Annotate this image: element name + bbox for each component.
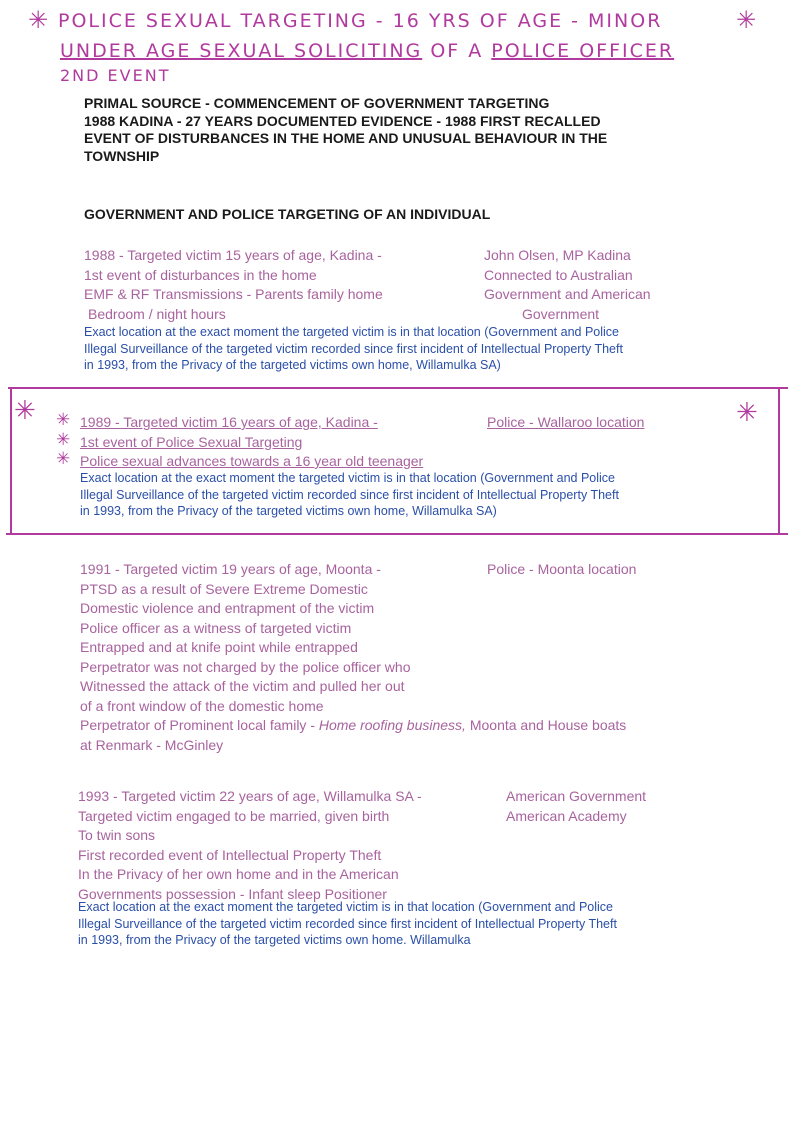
entry-line: Targeted victim engaged to be married, given birth — [78, 807, 390, 824]
entry-line: Government — [522, 305, 600, 322]
title-line: 1988 KADINA - 27 YEARS DOCUMENTED EVIDENCE - 1988 FIRST RECALLED — [84, 112, 601, 129]
star-mark-icon: ✳ — [736, 398, 758, 428]
perpetrator-location-text: Moonta and House boats — [465, 717, 627, 733]
entry-line: Connected to Australian — [484, 266, 633, 283]
entry-1993-note — [78, 899, 617, 949]
note-line: Exact location at the exact moment the targeted victim is in that location (Government and Police — [80, 471, 615, 485]
entry-line: First recorded event of Intellectual Property Theft — [78, 846, 382, 863]
entry-1989-note — [80, 470, 619, 520]
handwritten-of-a-text: OF A — [430, 40, 484, 62]
entry-line: 1989 - Targeted victim 16 years of age, Kadina - — [80, 414, 378, 430]
entry-line: Police - Moonta location — [487, 561, 637, 577]
perpetrator-text: Perpetrator of Prominent local family - — [80, 717, 319, 733]
entry-line: American Government — [506, 788, 647, 804]
note-line: in 1993, from the Privacy of the targeted victims own home, Willamulka SA) — [84, 358, 501, 372]
handwritten-underage-text: UNDER AGE SEXUAL SOLICITING — [60, 40, 423, 62]
entry-line: Police officer as a witness of targeted victim — [80, 619, 352, 636]
entry-line: EMF & RF Transmissions - Parents family home — [84, 286, 383, 302]
entry-line: Perpetrator was not charged by the police officer who — [80, 658, 411, 675]
entry-line: Police - Wallaroo location — [487, 414, 645, 430]
entry-1989-left — [80, 413, 423, 472]
entry-1988-left — [84, 246, 383, 324]
entry-1989-right — [487, 413, 644, 433]
document-title — [84, 95, 724, 165]
entry-line: of a front window of the domestic home — [80, 697, 324, 714]
entry-line: Police sexual advances towards a 16 year old teenager — [80, 453, 424, 469]
star-mark-icon: ✳ — [14, 396, 36, 426]
entry-line: To twin sons — [78, 827, 156, 843]
entry-1988-note — [84, 324, 623, 374]
entry-line: Bedroom / night hours — [88, 305, 226, 322]
note-line: Exact location at the exact moment the targeted victim is in that location (Government and Police — [78, 900, 613, 914]
note-line: Illegal Surveillance of the targeted victim recorded since first incident of Intellectual Property Theft — [78, 916, 617, 931]
entry-line: Governments possession - Infant sleep Positioner — [78, 885, 387, 902]
handwritten-line-3: 2ND EVENT — [60, 66, 171, 85]
entry-line: 1993 - Targeted victim 22 years of age, Willamulka SA - — [78, 788, 422, 804]
entry-line: Entrapped and at knife point while entrapped — [80, 639, 358, 655]
note-line: in 1993, from the Privacy of the targeted victims own home, Willamulka SA) — [80, 504, 497, 518]
box-left-line — [10, 388, 12, 534]
entry-line: American Academy — [506, 807, 627, 824]
entry-1988-right — [484, 246, 651, 324]
note-line: in 1993, from the Privacy of the targeted victims own home. Willamulka — [78, 933, 471, 947]
entry-line: John Olsen, MP Kadina — [484, 247, 631, 263]
entry-1991-right — [487, 560, 636, 580]
entry-1991-left — [80, 560, 626, 755]
box-right-line — [778, 388, 780, 534]
entry-line: 1st event of Police Sexual Targeting — [80, 433, 303, 450]
box-top-line — [8, 387, 788, 389]
entry-line: 1st event of disturbances in the home — [84, 266, 317, 283]
star-mark-icon: ✳ — [736, 6, 757, 34]
note-line: Illegal Surveillance of the targeted victim recorded since first incident of Intellectual Property Theft — [80, 487, 619, 502]
entry-line: at Renmark - McGinley — [80, 736, 224, 753]
entry-line: Domestic violence and entrapment of the victim — [80, 600, 375, 616]
note-line: Illegal Surveillance of the targeted victim recorded since first incident of Intellectual Property Theft — [84, 341, 623, 356]
star-mark-icon: ✳ — [56, 430, 71, 450]
handwritten-line-1: POLICE SEXUAL TARGETING - 16 YRS OF AGE - MINOR — [58, 10, 663, 32]
entry-line: PTSD as a result of Severe Extreme Domestic — [80, 580, 368, 597]
entry-line: 1988 - Targeted victim 15 years of age, Kadina - — [84, 247, 382, 263]
box-bottom-line — [6, 533, 788, 535]
title-line: PRIMAL SOURCE - COMMENCEMENT OF GOVERNMENT TARGETING — [84, 95, 550, 111]
entry-1993-left — [78, 787, 422, 904]
entry-line: Government and American — [484, 286, 651, 302]
entry-1993-right — [506, 787, 646, 826]
entry-line: In the Privacy of her own home and in the American — [78, 866, 399, 882]
entry-line: 1991 - Targeted victim 19 years of age, Moonta - — [80, 561, 381, 577]
handwritten-police-officer-text: POLICE OFFICER — [491, 40, 675, 62]
handwritten-line-2 — [60, 40, 674, 62]
perpetrator-business-text: Home roofing business, — [318, 717, 466, 733]
title-line: TOWNSHIP — [84, 147, 160, 164]
title-line: EVENT OF DISTURBANCES IN THE HOME AND UNUSUAL BEHAVIOUR IN THE — [84, 130, 608, 146]
section-heading: GOVERNMENT AND POLICE TARGETING OF AN INDIVIDUAL — [84, 206, 491, 222]
entry-line: Witnessed the attack of the victim and pulled her out — [80, 678, 405, 694]
star-mark-icon: ✳ — [56, 449, 71, 469]
note-line: Exact location at the exact moment the targeted victim is in that location (Government and Police — [84, 325, 619, 339]
star-mark-icon: ✳ — [56, 410, 71, 430]
entry-line — [80, 716, 626, 736]
star-mark-icon: ✳ — [28, 6, 49, 34]
